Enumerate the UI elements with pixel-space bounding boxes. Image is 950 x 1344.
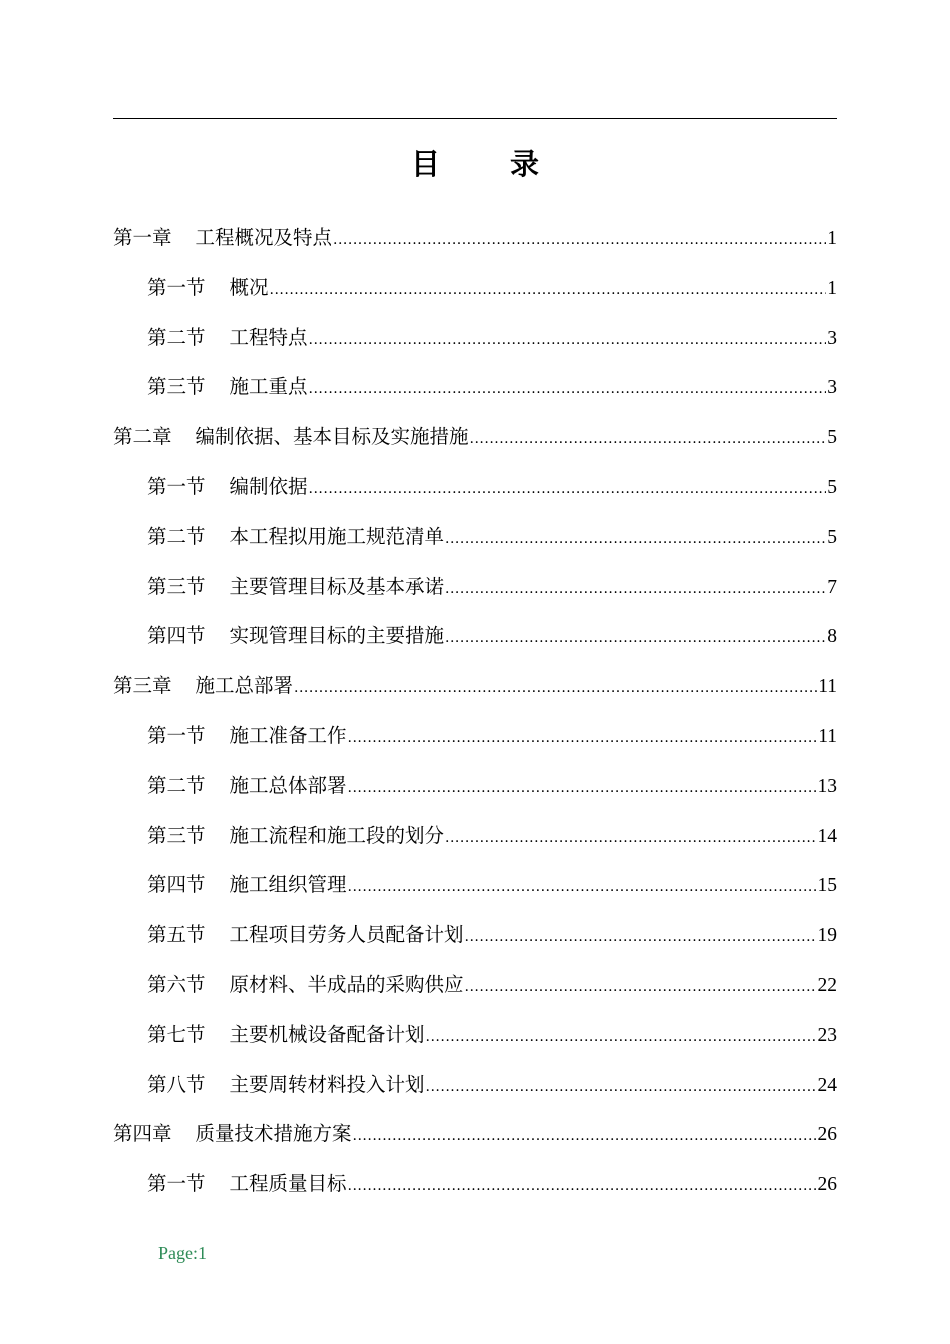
toc-entry-title: 主要机械设备配备计划 — [229, 1022, 425, 1046]
toc-section-entry[interactable] — [113, 611, 837, 661]
toc-entry-label — [147, 860, 347, 910]
toc-entry-label — [113, 661, 293, 711]
toc-dot-leader — [465, 913, 817, 960]
toc-page-number: 24 — [817, 1074, 837, 1096]
toc-entry-number: 第一节 — [147, 275, 206, 299]
toc-entry-label — [147, 1010, 425, 1060]
toc-dot-leader — [353, 1112, 817, 1159]
toc-dot-leader — [309, 365, 827, 412]
toc-entry-number: 第四节 — [147, 873, 206, 897]
toc-section-entry[interactable] — [113, 1010, 837, 1060]
toc-entry-title: 施工准备工作 — [229, 723, 347, 747]
toc-entry-number: 第三节 — [147, 574, 206, 598]
toc-section-entry[interactable] — [113, 313, 837, 363]
toc-dot-leader — [348, 764, 817, 811]
toc-page-number: 11 — [818, 725, 837, 747]
toc-page-number: 26 — [817, 1174, 837, 1196]
toc-entry-label — [113, 213, 332, 263]
toc-entry-title: 主要周转材料投入计划 — [229, 1072, 425, 1096]
toc-dot-leader — [445, 515, 826, 562]
toc-section-entry[interactable] — [113, 860, 837, 910]
toc-section-entry[interactable] — [113, 960, 837, 1010]
toc-page-number: 5 — [827, 526, 837, 548]
toc-entry-number: 第三节 — [147, 375, 206, 399]
toc-page-number: 5 — [827, 476, 837, 498]
toc-section-entry[interactable] — [113, 512, 837, 562]
toc-entry-title: 施工流程和施工段的划分 — [229, 823, 445, 847]
toc-entry-number: 第五节 — [147, 923, 206, 947]
toc-entry-number: 第七节 — [147, 1022, 206, 1046]
toc-chapter-entry[interactable] — [113, 1109, 837, 1159]
toc-page-number: 5 — [827, 427, 837, 449]
toc-page-number: 13 — [817, 775, 837, 797]
toc-entry-label — [147, 761, 347, 811]
toc-entry-label — [147, 362, 308, 412]
toc-entry-number: 第三节 — [147, 823, 206, 847]
toc-page-number: 11 — [818, 676, 837, 698]
toc-entry-label — [113, 1109, 352, 1159]
toc-entry-title: 概况 — [229, 275, 269, 299]
toc-entry-number: 第二节 — [147, 325, 206, 349]
toc-entry-number: 第八节 — [147, 1072, 206, 1096]
toc-entry-title: 工程概况及特点 — [195, 226, 333, 249]
toc-entry-title: 施工总体部署 — [229, 773, 347, 797]
toc-entry-label — [147, 960, 464, 1010]
toc-title: 目 录 — [410, 147, 570, 181]
toc-dot-leader — [445, 814, 816, 861]
toc-section-entry[interactable] — [113, 562, 837, 612]
toc-entry-title: 主要管理目标及基本承诺 — [229, 574, 445, 598]
toc-dot-leader — [270, 266, 827, 313]
toc-dot-leader — [309, 316, 827, 363]
toc-entry-title: 编制依据 — [229, 474, 308, 498]
toc-page-number: 1 — [827, 228, 837, 249]
toc-dot-leader — [294, 664, 817, 711]
toc-entry-number: 第一节 — [147, 723, 206, 747]
toc-section-entry[interactable] — [113, 910, 837, 960]
toc-entry-number: 第四章 — [113, 1122, 172, 1146]
toc-page-number: 1 — [827, 277, 837, 299]
toc-entry-number: 第二章 — [113, 425, 172, 449]
toc-entry-title: 施工总部署 — [195, 674, 294, 698]
toc-entry-label — [113, 412, 469, 462]
toc-section-entry[interactable] — [113, 1159, 837, 1209]
toc-entry-title: 工程特点 — [229, 325, 308, 349]
toc-dot-leader — [333, 216, 826, 263]
toc-page-number: 15 — [817, 875, 837, 897]
toc-entry-title: 本工程拟用施工规范清单 — [229, 524, 445, 548]
toc-dot-leader — [348, 1162, 817, 1209]
toc-dot-leader — [426, 1063, 817, 1110]
toc-entry-number: 第一章 — [113, 226, 172, 249]
toc-entry-label — [147, 811, 444, 861]
toc-entry-number: 第一节 — [147, 1172, 206, 1196]
toc-section-entry[interactable] — [113, 711, 837, 761]
toc-entry-label — [147, 711, 347, 761]
toc-entry-label — [147, 512, 444, 562]
toc-entry-label — [147, 313, 308, 363]
toc-section-entry[interactable] — [113, 462, 837, 512]
page-footer: Page:1 — [158, 1243, 207, 1263]
toc-entry-title: 编制依据、基本目标及实施措施 — [195, 425, 469, 449]
toc-entry-number: 第三章 — [113, 674, 172, 698]
toc-page-number: 19 — [817, 925, 837, 947]
toc-entry-title: 工程质量目标 — [229, 1172, 347, 1196]
toc-entry-label — [147, 263, 269, 313]
toc-section-entry[interactable] — [113, 1060, 837, 1110]
toc-entry-title: 实现管理目标的主要措施 — [229, 624, 445, 648]
toc-entry-label — [147, 1159, 347, 1209]
toc-chapter-entry[interactable] — [113, 412, 837, 462]
toc-dot-leader — [470, 415, 827, 462]
header-rule — [113, 118, 837, 119]
toc-entry-title: 质量技术措施方案 — [195, 1122, 352, 1146]
toc-entry-label — [147, 562, 444, 612]
toc-entry-number: 第四节 — [147, 624, 206, 648]
toc-section-entry[interactable] — [113, 811, 837, 861]
toc-entry-number: 第二节 — [147, 524, 206, 548]
toc-page-number: 26 — [817, 1124, 837, 1146]
toc-entry-number: 第二节 — [147, 773, 206, 797]
toc-chapter-entry[interactable] — [113, 661, 837, 711]
toc-entry-title: 工程项目劳务人员配备计划 — [229, 923, 464, 947]
toc-dot-leader — [348, 714, 818, 761]
toc-page-number: 8 — [827, 626, 837, 648]
toc-section-entry[interactable] — [113, 362, 837, 412]
toc-page-number: 23 — [817, 1024, 837, 1046]
toc-dot-leader — [465, 963, 817, 1010]
toc-page-number: 3 — [827, 327, 837, 349]
toc-section-entry[interactable] — [113, 263, 837, 313]
toc-entry-label — [147, 910, 464, 960]
toc-entry-number: 第一节 — [147, 474, 206, 498]
toc-dot-leader — [348, 863, 817, 910]
toc-dot-leader — [309, 465, 827, 512]
toc-page-number: 7 — [827, 576, 837, 598]
toc-entry-label — [147, 611, 444, 661]
toc-entry-title: 施工重点 — [229, 375, 308, 399]
toc-dot-leader — [426, 1013, 817, 1060]
toc-page-number: 14 — [817, 825, 837, 847]
toc-chapter-entry[interactable] — [113, 213, 837, 263]
toc-entry-number: 第六节 — [147, 972, 206, 996]
toc-page-number: 22 — [817, 974, 837, 996]
toc-dot-leader — [445, 614, 826, 661]
toc-entry-title: 施工组织管理 — [229, 873, 347, 897]
toc-entry-label — [147, 462, 308, 512]
toc-list — [113, 213, 837, 1209]
toc-section-entry[interactable] — [113, 761, 837, 811]
toc-entry-label — [147, 1060, 425, 1110]
toc-entry-title: 原材料、半成品的采购供应 — [229, 972, 464, 996]
toc-dot-leader — [445, 565, 826, 612]
toc-page-number: 3 — [827, 377, 837, 399]
